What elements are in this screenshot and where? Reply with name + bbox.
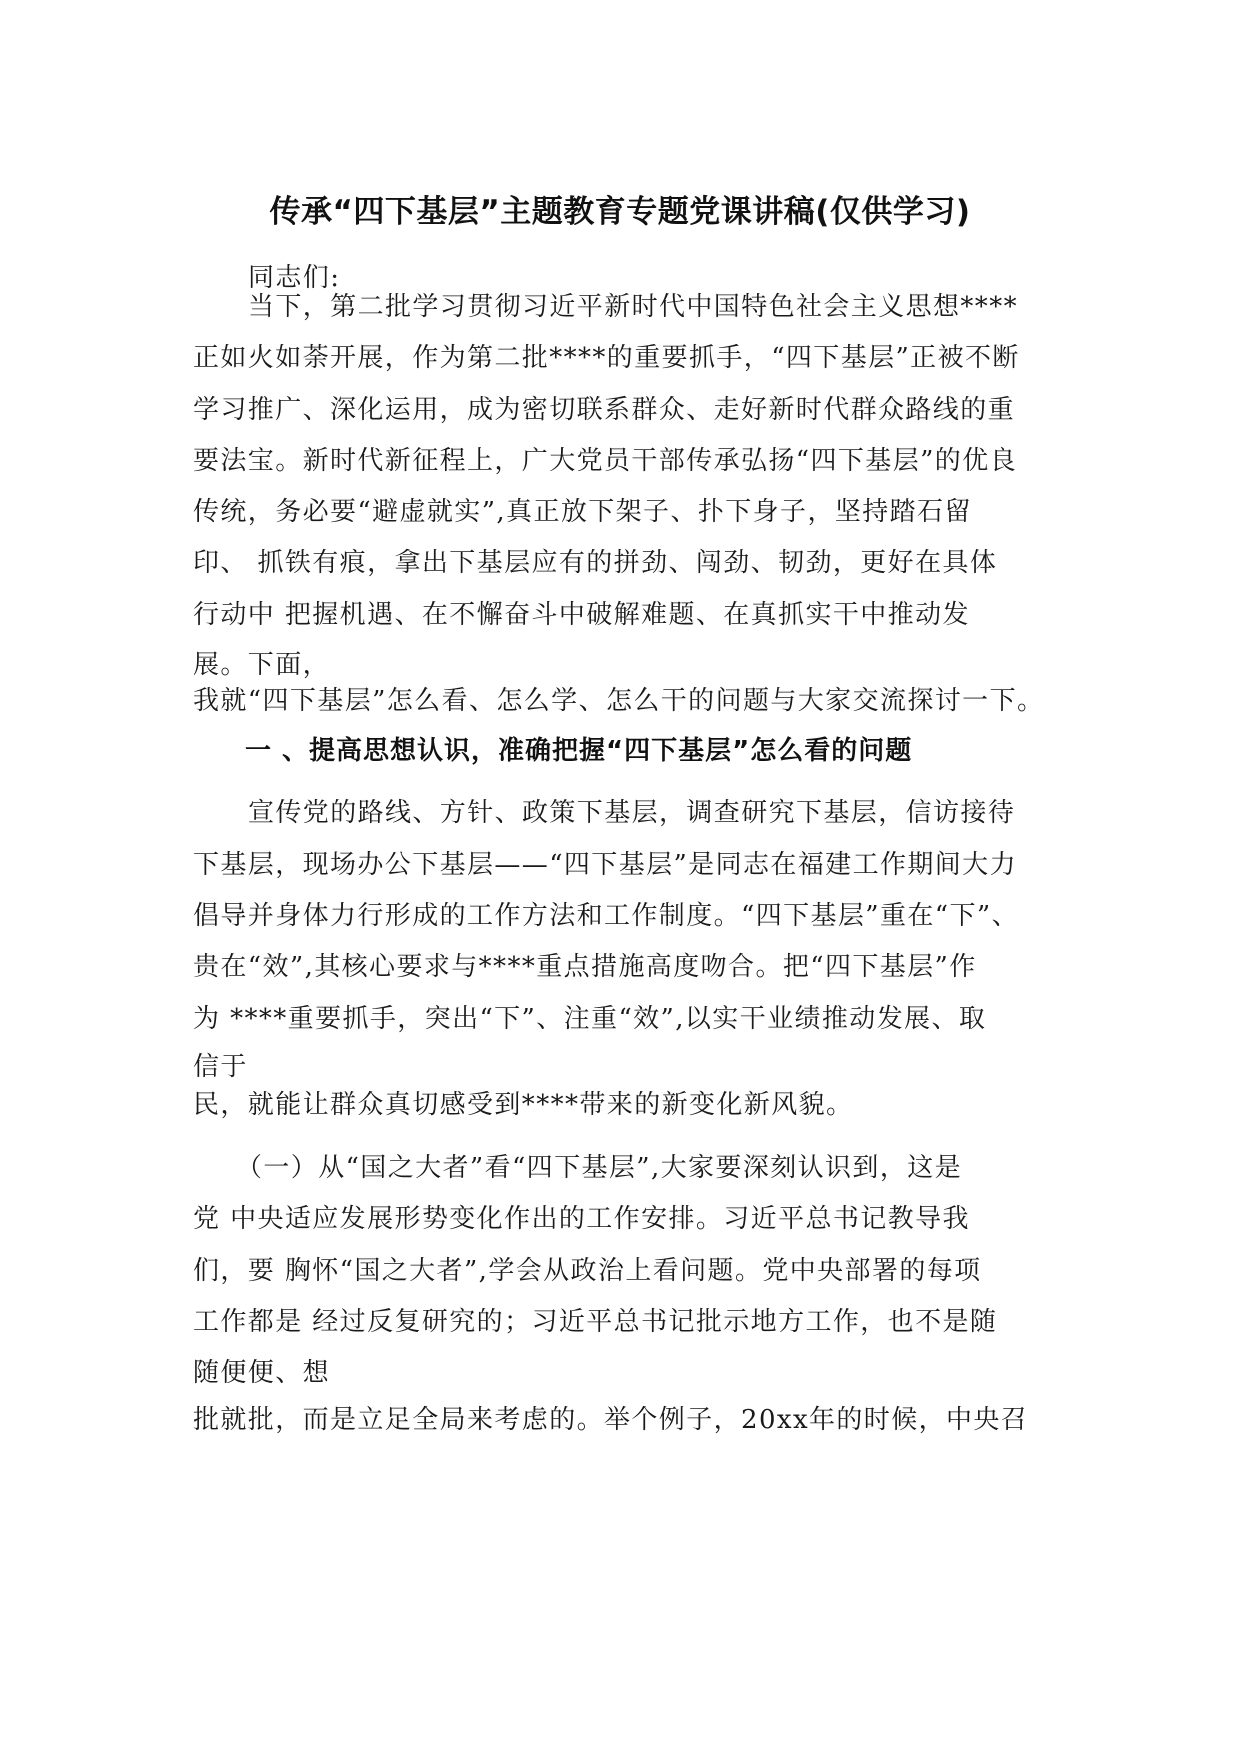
paragraph-1-line: 传统，务必要“避虚就实”,真正放下架子、扑下身子，坚持踏石留 <box>193 497 972 527</box>
paragraph-1-line: 印、 抓铁有痕，拿出下基层应有的拼劲、闯劲、韧劲，更好在具体 <box>193 548 998 578</box>
paragraph-1-line: 我就“四下基层”怎么看、怎么学、怎么干的问题与大家交流探讨一下。 <box>193 686 1045 716</box>
paragraph-2-line: 信于 <box>193 1052 248 1082</box>
paragraph-1-line: 当下，第二批学习贯彻习近平新时代中国特色社会主义思想**** <box>248 292 1019 322</box>
paragraph-1-line: 学习推广、深化运用，成为密切联系群众、走好新时代群众路线的重 <box>193 395 1016 425</box>
paragraph-2-line: 宣传党的路线、方针、政策下基层，调查研究下基层，信访接待 <box>248 798 1016 828</box>
paragraph-1-line: 正如火如荼开展，作为第二批****的重要抓手，“四下基层”正被不断 <box>193 343 1020 373</box>
paragraph-3-line: 随便便、想 <box>193 1358 331 1388</box>
document-title: 传承“四下基层”主题教育专题党课讲稿(仅供学习) <box>269 194 971 230</box>
paragraph-2-line: 民，就能让群众真切感受到****带来的新变化新风貌。 <box>193 1090 854 1120</box>
paragraph-3-line: （一）从“国之大者”看“四下基层”,大家要深刻认识到，这是 <box>236 1153 963 1183</box>
paragraph-3-line: 工作都是 经过反复研究的；习近平总书记批示地方工作，也不是随 <box>193 1307 998 1337</box>
section-heading: 一 、提高思想认识，准确把握“四下基层”怎么看的问题 <box>245 736 913 766</box>
paragraph-3-line: 党 中央适应发展形势变化作出的工作安排。习近平总书记教导我 <box>193 1204 970 1234</box>
paragraph-3-line: 们，要 胸怀“国之大者”,学会从政治上看问题。党中央部署的每项 <box>193 1256 982 1286</box>
paragraph-3-line: 批就批，而是立足全局来考虑的。举个例子，20xx年的时候，中央召 <box>193 1405 1029 1435</box>
paragraph-1-line: 要法宝。新时代新征程上，广大党员干部传承弘扬“四下基层”的优良 <box>193 446 1017 476</box>
paragraph-1-line: 展。下面， <box>193 650 331 680</box>
paragraph-2-line: 为 ****重要抓手，突出“下”、注重“效”,以实干业绩推动发展、取 <box>193 1004 987 1034</box>
salutation: 同志们: <box>248 263 341 293</box>
paragraph-2-line: 贵在“效”,其核心要求与****重点措施高度吻合。把“四下基层”作 <box>193 952 977 982</box>
paragraph-2-line: 下基层，现场办公下基层——“四下基层”是同志在福建工作期间大力 <box>193 850 1017 880</box>
paragraph-2-line: 倡导并身体力行形成的工作方法和工作制度。“四下基层”重在“下”、 <box>193 901 1019 931</box>
paragraph-1-line: 行动中 把握机遇、在不懈奋斗中破解难题、在真抓实干中推动发 <box>193 600 970 630</box>
